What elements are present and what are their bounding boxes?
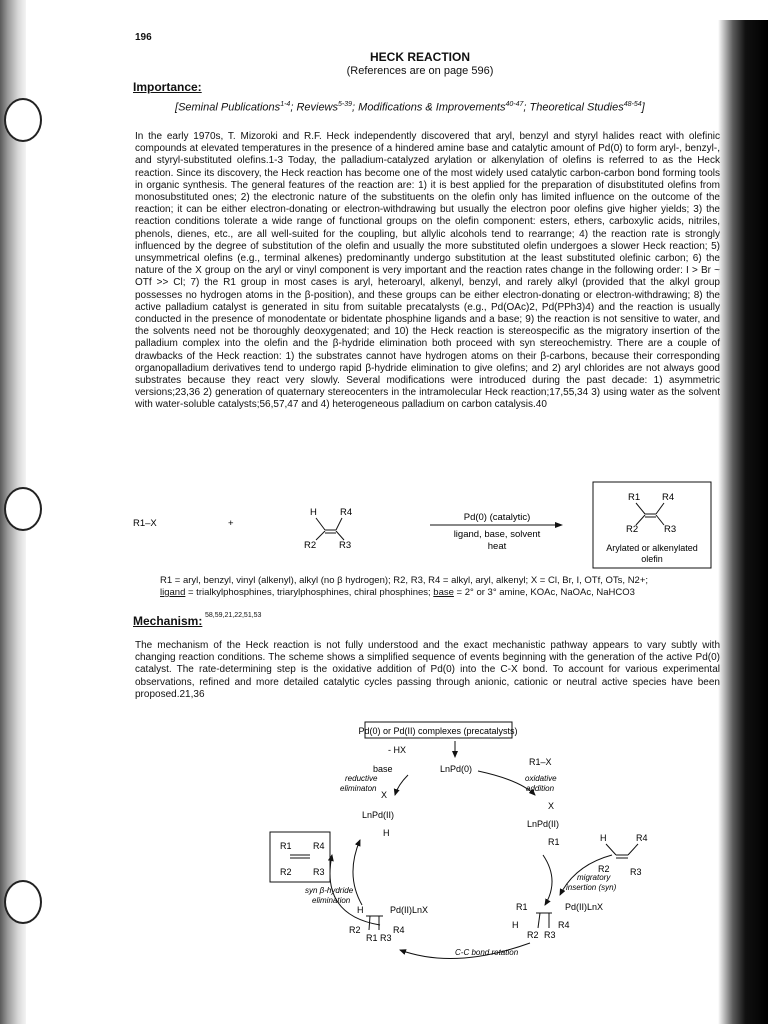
reductive-elim-line1: reductive	[345, 774, 378, 783]
precatalysts-label: Pd(0) or Pd(II) complexes (precatalysts)	[358, 726, 518, 736]
oxidative-add-line2: addition	[526, 784, 555, 793]
reagent-catalyst: Pd(0) (catalytic)	[463, 512, 531, 523]
ligand-text: = trialkylphosphines, triarylphosphines, chiral phosphines;	[185, 587, 434, 598]
cycle-product-r1: R1	[280, 841, 292, 851]
page-title: HECK REACTION	[369, 50, 470, 64]
reagent-conditions: ligand, base, solvent	[453, 529, 541, 540]
bond-line	[606, 844, 616, 855]
product-caption-line2: olefin	[641, 554, 663, 564]
base-text: = 2° or 3° amine, KOAc, NaOAc, NaHCO3	[453, 587, 635, 598]
modifications-refs: 40-47	[505, 101, 524, 108]
modifications-label: Modifications & Improvements	[358, 101, 506, 114]
minus-hx: - HX	[388, 745, 406, 755]
bond-line	[316, 518, 325, 530]
bond-line	[316, 531, 325, 540]
heck-reaction-scheme	[0, 470, 768, 574]
bond-line	[538, 913, 540, 928]
cycle-olefin-r4: R4	[636, 833, 648, 843]
mechanism-paragraph: The mechanism of the Heck reaction is not fully understood and the exact mechanistic pathway appears to vary subtly with changing reaction conditions. The scheme shows a simplified sequence of events beginning with the generation of the active Pd(0) catalyst. The rate-determining step is the oxidative addition of Pd(0) into the C-X bond. To account for various experimental observations, refined and more detailed catalytic cycles passing through anionic, cationic or neutral active species have been proposed.21,36	[135, 640, 720, 700]
reductive-elim-line2: eliminaton	[340, 784, 377, 793]
importance-heading: Importance:	[133, 80, 202, 94]
product-r2: R2	[626, 524, 639, 535]
bond-line	[336, 531, 344, 540]
pd-x-right: X	[548, 801, 555, 811]
pd-x-left: X	[381, 790, 388, 800]
bond-line	[336, 518, 342, 530]
cycle-product-r4: R4	[313, 841, 325, 851]
reagent-heat: heat	[487, 541, 507, 552]
theoretical-label: Theoretical Studies	[529, 101, 624, 114]
references-note: (References are on page 596)	[346, 65, 494, 77]
cycle-product-r2: R2	[280, 867, 292, 877]
left-r1: R1	[366, 933, 378, 943]
cycle-arrow	[395, 775, 408, 795]
pd-h-left: H	[383, 828, 390, 838]
mechanism-refs: 58,59,21,22,51,53	[205, 612, 262, 619]
cycle-product-r3: R3	[313, 867, 325, 877]
conditions-line-1: R1 = aryl, benzyl, vinyl (alkenyl), alkyl (no β hydrogen); R2, R3, R4 = alkyl, aryl, alkenyl; X = Cl, Br, I, OTf, OTs, N2+;	[160, 575, 649, 586]
cycle-olefin-r3: R3	[630, 867, 642, 877]
reviews-refs: 5-39	[338, 101, 353, 108]
reactant-r1x: R1–X	[133, 518, 157, 529]
migratory-line1: migratory	[577, 873, 611, 882]
product-r4: R4	[662, 492, 675, 503]
olefin-h: H	[310, 507, 317, 518]
product-caption-line1: Arylated or alkenylated	[606, 543, 698, 553]
cycle-arrow	[353, 840, 362, 905]
oxidative-add-line1: oxidative	[525, 774, 557, 783]
olefin-r4: R4	[340, 507, 353, 518]
reaction-conditions-legend	[160, 575, 720, 599]
catalytic-cycle-diagram	[0, 715, 768, 975]
bond-line	[656, 503, 664, 514]
importance-paragraph: In the early 1970s, T. Mizoroki and R.F. Heck independently discovered that aryl, benzyl and styryl halides react with olefinic compounds at elevated temperatures in the presence of a hindered amine base and catalytic amount of Pd(0) to form aryl-, benzyl-, and styryl-substituted olefins.1-3 Today, the palladium-catalyzed arylation or alkenylation of olefins is referred to as the Heck reaction. Since its discovery, the Heck reaction has become one of the most widely used catalytic carbon-carbon bond forming tools in organic synthesis. The general features of the reaction are: 1) it is best applied for the preparation of disubstituted olefins from monosubstituted ones; 2) the electronic nature of the substituents on the olefin only has limited influence on the outcome of the reaction; it can be either electron-donating or electron-withdrawing but usually the electron poor olefins give higher yields; 3) the reaction conditions tolerate a wide range of functional groups on the olefin component: esters, ethers, carboxylic acids, nitriles, phenols, dienes, etc., are all well-suited for the coupling, but allylic alcohols tend to rearrange; 4) the reaction rate is strongly influenced by the degree of substitution of the olefin and usually the more substituted olefin undergoes a slower Heck reaction; 5) unsymmetrical olefins (e.g., terminal alkenes) predominantly undergo substitution at the least substituted olefinic carbon; 6) the nature of the X group on the aryl or vinyl component is very important and the reaction rates change in the following order: I > Br ~ OTf >> Cl; 7) the R1 group in most cases is aryl, heteroaryl, alkenyl, benzyl, and rarely alkyl (provided that the alkyl group possesses no hydrogen atoms in the β-position), and these groups can be either electron-donating or electron-withdrawing; 8) the active palladium catalyst is generated in situ from suitable precatalysts (e.g., Pd(OAc)2, Pd(PPh3)4) and the reaction is usually conducted in the presence of monodentate or bidentate phosphine ligands and a base; 9) the reaction is not sensitive to water, and the solvents need not be thoroughly deoxygenated; and 10) the Heck reaction is stereospecific as the migratory insertion of the palladium complex into the olefin and the β-hydride elimination both proceed with syn stereochemistry. There are a couple of drawbacks of the Heck reaction: 1) the substrates cannot have hydrogen atoms on their β-carbons, because their corresponding organopalladium derivatives tend to undergo rapid β-hydride elimination to give olefins; and 2) aryl chlorides are not always good substrates because they react very slowly. Several modifications were introduced during the past decade: 1) asymmetric versions;23,36 2) generation of quaternary stereocenters in the intramolecular Heck reaction;17,55,34 3) using water as the solvent with water-soluble catalysts;56,57,47 and 4) heterogeneous palladium on carbon catalysis.40	[135, 131, 720, 411]
punch-hole	[4, 98, 42, 142]
cycle-arrow	[543, 855, 552, 905]
alkyl-r1: R1	[516, 902, 528, 912]
pd-r1-right: R1	[548, 837, 560, 847]
base-label: base	[433, 587, 454, 598]
left-h: H	[357, 905, 364, 915]
bond-line	[656, 515, 664, 525]
lnpd0: LnPd(0)	[440, 764, 473, 774]
r1x-label: R1–X	[529, 757, 552, 767]
bracket-open: [	[175, 101, 179, 114]
bond-line	[628, 844, 638, 855]
syn-elim-line1: syn β-hydride	[305, 886, 354, 895]
reference-categories: [Seminal Publications$^{1-4}$; Reviews$^{5-39}$; Modifications & Improvements$^{40-47}$; Theoretical Studies$^{48-54}$]	[175, 101, 645, 114]
lnpd2-left: LnPd(II)	[362, 810, 395, 820]
mechanism-heading: Mechanism:	[133, 614, 203, 628]
bond-line	[636, 503, 645, 514]
ligand-label: ligand	[160, 587, 186, 598]
conditions-line-2	[160, 587, 720, 599]
arrow-head	[555, 522, 563, 528]
theoretical-refs: 48-54	[623, 101, 642, 108]
syn-elim-line2: elimination	[312, 896, 351, 905]
base-label: base	[373, 764, 393, 774]
left-r4: R4	[393, 925, 405, 935]
alkyl-r3: R3	[544, 930, 556, 940]
cycle-olefin-r2: R2	[598, 864, 610, 874]
left-pd: Pd(II)LnX	[390, 905, 429, 915]
alkyl-pd: Pd(II)LnX	[565, 902, 604, 912]
seminal-refs: 1-4	[280, 101, 291, 108]
rotation-label: C-C bond rotation	[455, 948, 519, 957]
plus-sign: +	[228, 518, 234, 529]
page-number: 196	[135, 32, 152, 43]
left-r2: R2	[349, 925, 361, 935]
reviews-label: Reviews	[296, 101, 339, 114]
lnpd2-right: LnPd(II)	[527, 819, 560, 829]
seminal-publications-label: Seminal Publications	[178, 101, 281, 114]
bracket-close: ]	[641, 101, 645, 114]
olefin-r2: R2	[304, 540, 317, 551]
migratory-line2: insertion (syn)	[566, 883, 617, 892]
cycle-olefin-h: H	[600, 833, 607, 843]
left-r3: R3	[380, 933, 392, 943]
product-r3: R3	[664, 524, 677, 535]
product-r1: R1	[628, 492, 641, 503]
alkyl-r2: R2	[527, 930, 539, 940]
olefin-r3: R3	[339, 540, 352, 551]
alkyl-h: H	[512, 920, 519, 930]
alkyl-r4: R4	[558, 920, 570, 930]
